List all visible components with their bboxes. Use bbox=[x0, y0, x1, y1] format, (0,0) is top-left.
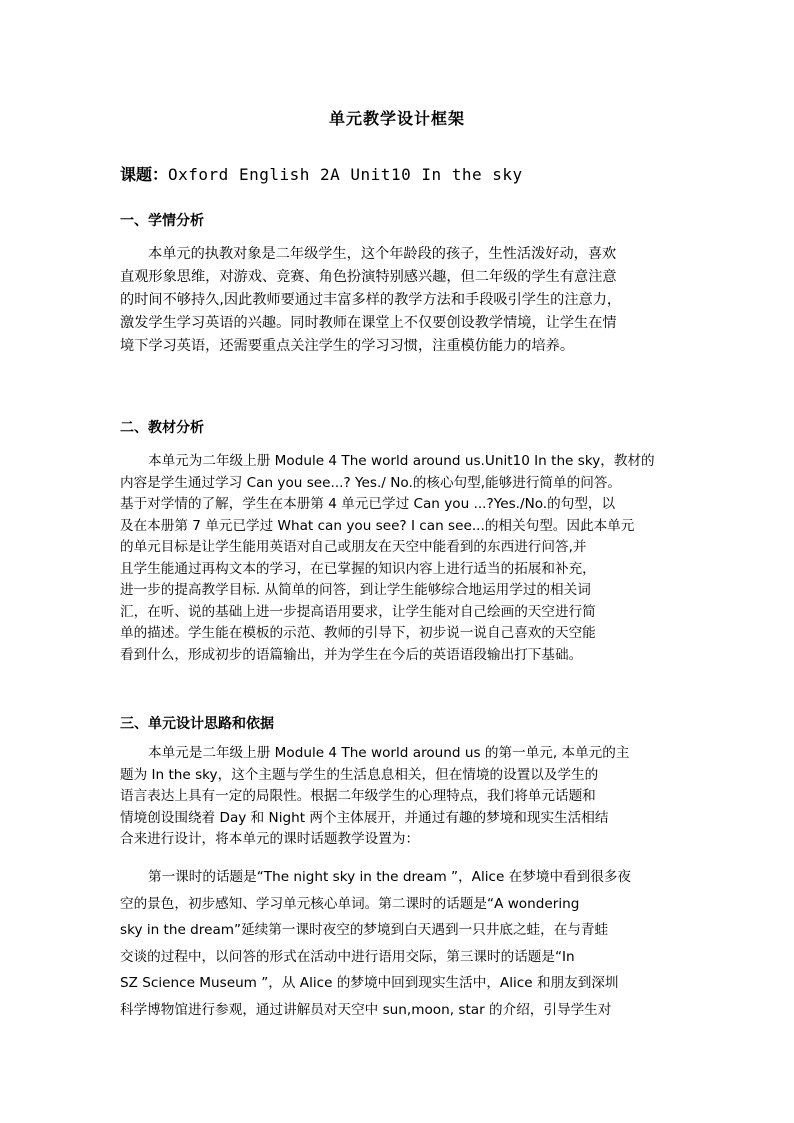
paragraph-line: 汇，在听、说的基础上进一步提高语用要求，让学生能对自己绘画的天空进行简 bbox=[120, 603, 596, 620]
section-paragraph-material-analysis bbox=[120, 451, 676, 666]
paragraph-line: 本单元的执教对象是二年级学生，这个年龄段的孩子，生性活泼好动，喜欢 bbox=[148, 246, 617, 262]
section-paragraph-student-analysis bbox=[120, 243, 676, 358]
topic-text: Oxford English 2A Unit10 In the sky bbox=[168, 165, 523, 184]
paragraph-line: 单的描述。学生能在模板的示范、教师的引导下，初步说一说自己喜欢的天空能 bbox=[120, 625, 596, 641]
paragraph-line: 内容是学生通过学习 Can you see...? Yes./ No.的核心句型,能够进行简单的问答。 bbox=[120, 474, 621, 491]
paragraph-line: 交谈的过程中，以问答的形式在活动中进行语用交际，第三课时的话题是“In bbox=[120, 948, 575, 965]
paragraph-line: 语言表达上具有一定的局限性。根据二年级学生的心理特点，我们将单元话题和 bbox=[120, 788, 596, 804]
paragraph-line: 情境创设围绕着 Day 和 Night 两个主体展开，并通过有趣的梦境和现实生活相结 bbox=[120, 809, 609, 826]
section-paragraph-design-rationale bbox=[120, 743, 676, 851]
paragraph-line: sky in the dream”延续第一课时夜空的梦境到白天遇到一只井底之蛙，在与青蛙 bbox=[120, 922, 609, 938]
paragraph-line: 本单元是二年级上册 Module 4 The world around us 的第一单元, 本单元的主 bbox=[148, 745, 630, 761]
topic-line bbox=[120, 162, 523, 185]
paragraph-line: 的时间不够持久,因此教师要通过丰富多样的教学方法和手段吸引学生的注意力， bbox=[120, 292, 622, 308]
paragraph-line: 激发学生学习英语的兴趣。同时教师在课堂上不仅要创设教学情境，让学生在情 bbox=[120, 315, 617, 331]
paragraph-line: 空的景色，初步感知、学习单元核心单词。第二课时的话题是“A wondering bbox=[120, 895, 580, 912]
paragraph-line: 本单元为二年级上册 Module 4 The world around us.Unit10 In the sky，教材的 bbox=[148, 453, 655, 469]
section-paragraph-lesson-topics bbox=[120, 864, 676, 1023]
paragraph-line: 第一课时的话题是“The night sky in the dream ”，Alice 在梦境中看到很多夜 bbox=[148, 869, 632, 885]
section-heading-design-rationale: 三、单元设计思路和依据 bbox=[120, 716, 274, 732]
paragraph-line: 科学博物馆进行参观，通过讲解员对天空中 sun,moon, star 的介绍，引导学生对 bbox=[120, 1001, 612, 1018]
document-title: 单元教学设计框架 bbox=[328, 109, 465, 128]
paragraph-line: SZ Science Museum ”，从 Alice 的梦境中回到现实生活中，Alice 和朋友到深圳 bbox=[120, 975, 619, 991]
paragraph-line: 及在本册第 7 单元已学过 What can you see? I can see...的相关句型。因此本单元 bbox=[120, 517, 635, 534]
paragraph-line: 直观形象思维，对游戏、竞赛、角色扮演特别感兴趣，但二年级的学生有意注意 bbox=[120, 269, 617, 285]
paragraph-line: 进一步的提高教学目标. 从简单的问答，到让学生能够综合地运用学过的相关词 bbox=[120, 582, 591, 598]
paragraph-line: 基于对学情的了解，学生在本册第 4 单元已学过 Can you ...?Yes./No.的句型，以 bbox=[120, 496, 616, 512]
topic-label: 课题： bbox=[120, 165, 169, 184]
section-heading-student-analysis: 一、学情分析 bbox=[120, 213, 204, 229]
paragraph-line: 且学生能通过再构文本的学习，在已掌握的知识内容上进行适当的拓展和补充， bbox=[120, 560, 596, 577]
paragraph-line: 的单元目标是让学生能用英语对自己或朋友在天空中能看到的东西进行问答,并 bbox=[120, 539, 587, 555]
paragraph-line: 看到什么，形成初步的语篇输出，并为学生在今后的英语语段输出打下基础。 bbox=[120, 646, 583, 663]
paragraph-line: 境下学习英语，还需要重点关注学生的学习习惯，注重模仿能力的培养。 bbox=[120, 338, 575, 354]
paragraph-line: 题为 In the sky，这个主题与学生的生活息息相关，但在情境的设置以及学生的 bbox=[120, 766, 599, 783]
paragraph-line: 合来进行设计，将本单元的课时话题教学设置为： bbox=[120, 831, 420, 847]
section-heading-material-analysis: 二、教材分析 bbox=[120, 420, 204, 436]
